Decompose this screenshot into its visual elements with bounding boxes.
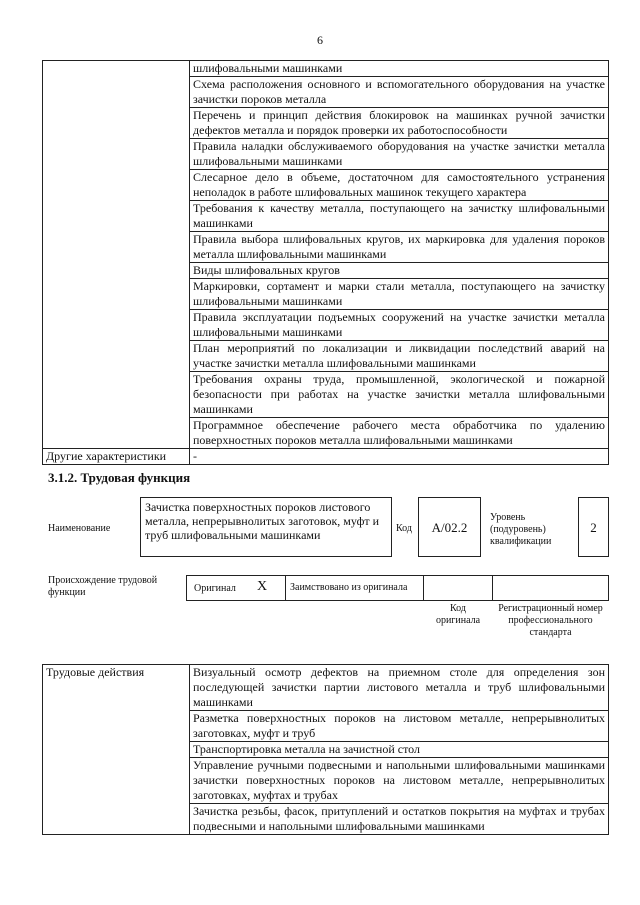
knowledge-row: Маркировки, сортамент и марки стали металла, поступающего на зачистку шлифовальными машинками — [190, 279, 609, 310]
code-label: Код — [396, 523, 412, 534]
labor-action-row: Разметка поверхностных пороков на листовом металле, непрерывнолитых заготовках, муфт и труб — [190, 711, 609, 742]
knowledge-row: Правила наладки обслуживаемого оборудования на участке зачистки металла шлифовальными машинками — [190, 139, 609, 170]
knowledge-label-cell — [43, 61, 190, 449]
labor-action-row: Визуальный осмотр дефектов на приемном столе для определения зон последующей зачистки партии листового металла и труб шлифовальными машинками — [190, 665, 609, 711]
knowledge-row: Требования к качеству металла, поступающего на зачистку шлифовальными машинками — [190, 201, 609, 232]
reg-number-label: Регистрационный номер профессионального стандарта — [498, 603, 603, 638]
page-number: 6 — [317, 33, 323, 47]
labor-actions-label: Трудовые действия — [43, 665, 190, 835]
function-code: А/02.2 — [418, 497, 481, 557]
name-label: Наименование — [48, 523, 111, 534]
borrowed-label: Заимствовано из оригинала — [290, 582, 408, 593]
original-mark: X — [257, 579, 268, 594]
knowledge-row: Требования охраны труда, промышленной, экологической и пожарной безопасности при работах на участке зачистки металла шлифовальными машинками — [190, 372, 609, 418]
knowledge-row: Слесарное дело в объеме, достаточном для самостоятельного устранения неполадок в работе шлифовальных машинок текущего характера — [190, 170, 609, 201]
knowledge-row: Схема расположения основного и вспомогательного оборудования на участке зачистки пороков металла — [190, 77, 609, 108]
labor-action-row: Управление ручными подвесными и напольными шлифовальными машинками зачистки поверхностных пороков на листовом металле, непрерывнолитых заготовках, муфтах и трубах — [190, 758, 609, 804]
knowledge-row: шлифовальными машинками — [190, 61, 609, 77]
code-original-cell — [423, 575, 493, 601]
reg-number-cell — [492, 575, 609, 601]
other-characteristics-value: - — [190, 449, 609, 465]
borrowed-cell — [285, 575, 424, 601]
labor-actions-table — [42, 664, 609, 835]
labor-action-row: Транспортировка металла на зачистной стол — [190, 742, 609, 758]
origin-label: Происхождение трудовой функции — [48, 575, 158, 598]
code-original-label: Код оригинала — [435, 603, 481, 626]
function-name: Зачистка поверхностных пороков листового металла, непрерывнолитых заготовок, муфт и труб шлифовальными машинками — [140, 497, 392, 557]
knowledge-row: План мероприятий по локализации и ликвидации последствий аварий на участке зачистки металла шлифовальными машинками — [190, 341, 609, 372]
section-title: 3.1.2. Трудовая функция — [48, 470, 191, 485]
level-label: Уровень (подуровень) квалификации — [490, 512, 552, 547]
knowledge-row: Правила эксплуатации подъемных сооружений на участке зачистки металла шлифовальными машинками — [190, 310, 609, 341]
original-cell — [186, 575, 286, 601]
knowledge-row: Перечень и принцип действия блокировок на машинках ручной зачистки дефектов металла и порядок проверки их работоспособности — [190, 108, 609, 139]
knowledge-row: Программное обеспечение рабочего места обработчика по удалению поверхностных пороков металла шлифовальными машинками — [190, 418, 609, 449]
knowledge-row: Виды шлифовальных кругов — [190, 263, 609, 279]
knowledge-table — [42, 60, 609, 465]
other-characteristics-label: Другие характеристики — [43, 449, 190, 465]
original-label: Оригинал — [194, 583, 236, 594]
knowledge-row: Правила выбора шлифовальных кругов, их маркировка для удаления пороков металла шлифовальными машинками — [190, 232, 609, 263]
labor-action-row: Зачистка резьбы, фасок, притуплений и остатков покрытия на муфтах и трубах подвесными и напольными шлифовальными машинками — [190, 804, 609, 835]
level-value: 2 — [578, 497, 609, 557]
